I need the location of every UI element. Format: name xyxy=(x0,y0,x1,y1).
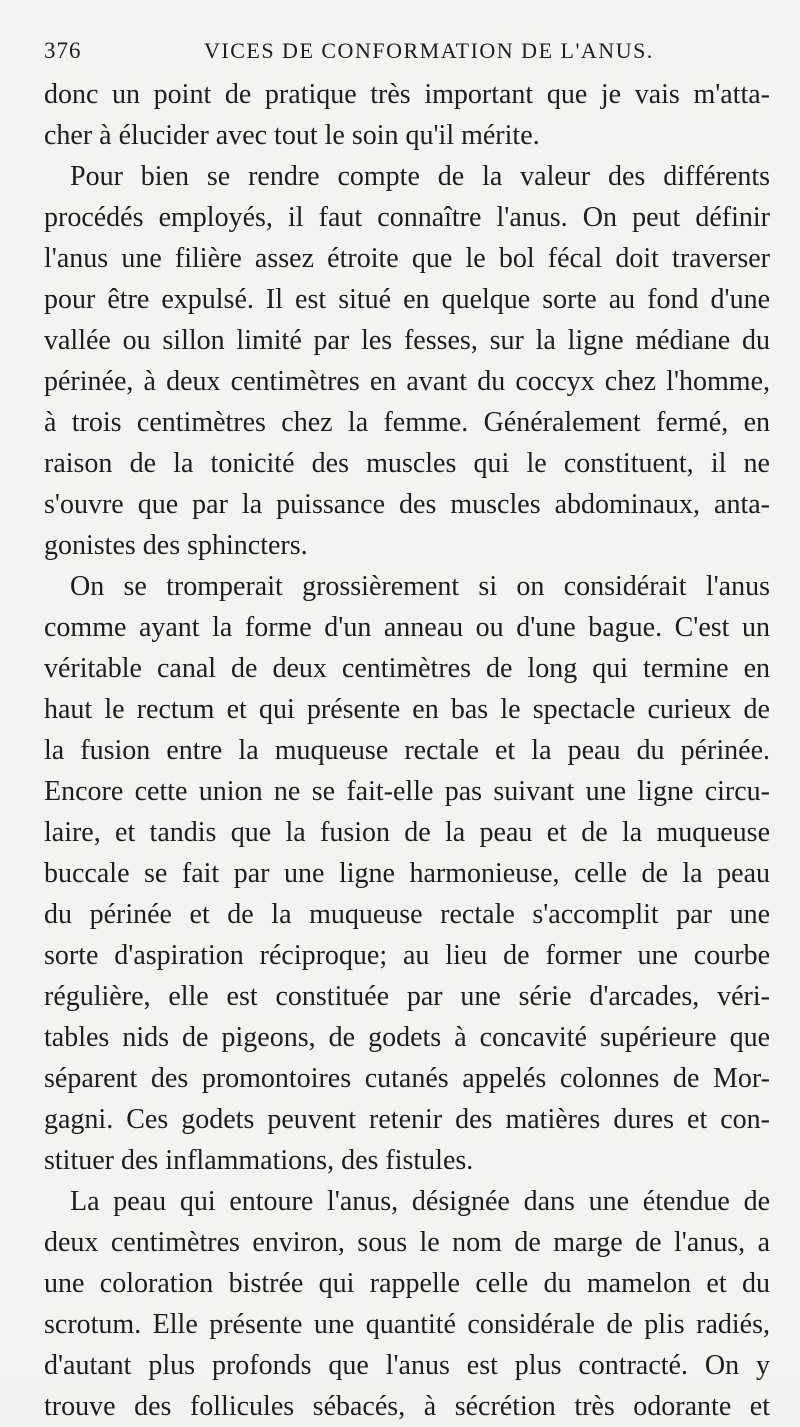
text-line: deux centimètres environ, sous le nom de marge de l'anus, a xyxy=(44,1227,770,1258)
text-line: Pour bien se rendre compte de la valeur des différents xyxy=(70,161,770,192)
text-line: une coloration bistrée qui rappelle celle du mamelon et du xyxy=(44,1268,770,1299)
text-line: raison de la tonicité des muscles qui le constituent, il ne xyxy=(44,448,770,479)
text-line: cher à élucider avec tout le soin qu'il mérite. xyxy=(44,120,540,151)
text-line: périnée, à deux centimètres en avant du coccyx chez l'homme, xyxy=(44,366,770,397)
text-line: haut le rectum et qui présente en bas le spectacle curieux de xyxy=(44,694,770,725)
text-line: trouve des follicules sébacés, à sécrétion très odorante et xyxy=(44,1391,770,1422)
text-line: scrotum. Elle présente une quantité considérale de plis radiés, xyxy=(44,1309,770,1340)
text-line: la fusion entre la muqueuse rectale et la peau du périnée. xyxy=(44,735,770,766)
text-line: tables nids de pigeons, de godets à concavité supérieure que xyxy=(44,1022,770,1053)
text-line: Encore cette union ne se fait-elle pas suivant une ligne circu- xyxy=(44,776,770,807)
text-line: pour être expulsé. Il est situé en quelque sorte au fond d'une xyxy=(44,284,770,315)
running-title: VICES DE CONFORMATION DE L'ANUS. xyxy=(204,38,654,63)
text-line: comme ayant la forme d'un anneau ou d'une bague. C'est un xyxy=(44,612,770,643)
text-line: stituer des inflammations, des fistules. xyxy=(44,1145,474,1176)
text-line: gonistes des sphincters. xyxy=(44,530,308,561)
text-line: l'anus une filière assez étroite que le bol fécal doit traverser xyxy=(44,243,770,274)
text-line: vallée ou sillon limité par les fesses, sur la ligne médiane du xyxy=(44,325,770,356)
text-line: buccale se fait par une ligne harmonieuse, celle de la peau xyxy=(44,858,770,889)
body-text xyxy=(44,74,770,1427)
text-line: gagni. Ces godets peuvent retenir des matières dures et con- xyxy=(44,1104,770,1135)
text-line: laire, et tandis que la fusion de la peau et de la muqueuse xyxy=(44,817,770,848)
text-line: du périnée et de la muqueuse rectale s'accomplit par une xyxy=(44,899,770,930)
text-line: donc un point de pratique très important que je vais m'atta- xyxy=(44,79,770,110)
page-number: 376 xyxy=(44,38,82,63)
page-header xyxy=(44,34,772,74)
text-line: régulière, elle est constituée par une série d'arcades, véri- xyxy=(44,981,770,1012)
text-line: sorte d'aspiration réciproque; au lieu de former une courbe xyxy=(44,940,770,971)
text-line: à trois centimètres chez la femme. Généralement fermé, en xyxy=(44,407,770,438)
text-line: procédés employés, il faut connaître l'anus. On peut définir xyxy=(44,202,770,233)
text-line: véritable canal de deux centimètres de long qui termine en xyxy=(44,653,770,684)
text-line: La peau qui entoure l'anus, désignée dans une étendue de xyxy=(70,1186,770,1217)
text-line: séparent des promontoires cutanés appelés colonnes de Mor- xyxy=(44,1063,770,1094)
text-line: d'autant plus profonds que l'anus est plus contracté. On y xyxy=(44,1350,770,1381)
text-line: s'ouvre que par la puissance des muscles abdominaux, anta- xyxy=(44,489,770,520)
text-line: On se tromperait grossièrement si on considérait l'anus xyxy=(70,571,770,602)
